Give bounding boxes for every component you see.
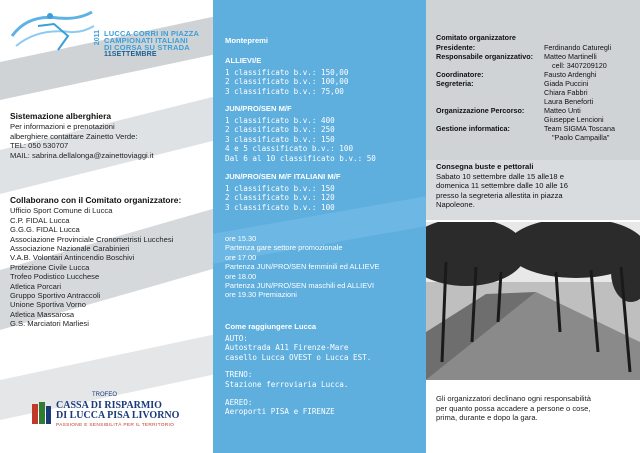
directions-heading: Come raggiungere Lucca bbox=[225, 322, 317, 331]
prize-line: 1 classificato b.v.: 150 bbox=[225, 183, 335, 193]
role-value: Ferdinando Caturegli bbox=[544, 43, 612, 52]
info-line: Sabato 10 settembre dalle 15 alle18 e bbox=[436, 171, 564, 181]
role-label: Presidente: bbox=[436, 43, 476, 52]
accommodation-section bbox=[10, 112, 154, 160]
schedule-line: Partenza JUN/PRO/SEN maschili ed ALLIEVI bbox=[225, 281, 375, 291]
info-line: alberghiere contattare Zainetto Verde: bbox=[10, 131, 138, 141]
disclaimer bbox=[436, 394, 632, 423]
logo-title-line: DI CORSA SU STRADA bbox=[104, 43, 190, 52]
prize-line: 4 e 5 classificato b.v.: 100 bbox=[225, 144, 354, 154]
prizes-jun bbox=[225, 104, 376, 164]
role-value: Matteo Unti bbox=[544, 106, 581, 115]
bank-name-line: CASSA DI RISPARMIO bbox=[56, 400, 162, 411]
role-label: Organizzazione Percorso: bbox=[436, 106, 525, 115]
list-item: Atletica Massarosa bbox=[10, 309, 75, 319]
schedule-line: ore 18.00 bbox=[225, 271, 257, 281]
list-item: Associazione Provinciale Cronometristi Lucchesi bbox=[10, 234, 174, 244]
transport-label: TRENO: bbox=[225, 370, 253, 380]
disclaimer-line: Gli organizzatori declinano ogni responsabilità bbox=[436, 394, 591, 403]
bank-motto: PASSIONE E SENSIBILITÀ PER IL TERRITORIO bbox=[56, 423, 175, 428]
list-item: Ufficio Sport Comune di Lucca bbox=[10, 206, 113, 216]
list-item: C.P. FIDAL Lucca bbox=[10, 215, 70, 225]
disclaimer-line: per quanto possa accadere a persone o cose, bbox=[436, 403, 591, 413]
list-item: Associazione Nazionale Carabinieri bbox=[10, 244, 130, 254]
list-item: G.S. Marciatori Marliesi bbox=[10, 319, 89, 329]
schedule-line: Partenza gare settore promozionale bbox=[225, 243, 343, 253]
role-value: "Paolo Campailla" bbox=[552, 133, 610, 142]
list-item: V.A.B. Volontari Antincendio Boschivi bbox=[10, 253, 135, 263]
list-item: Protezione Civile Lucca bbox=[10, 262, 90, 272]
collaborators-section bbox=[10, 196, 181, 329]
directions-line: Aeroporti PISA e FIRENZE bbox=[225, 407, 335, 417]
phone-line: TEL: 050 530707 bbox=[10, 141, 69, 151]
section-heading: Sistemazione alberghiera bbox=[10, 111, 112, 121]
list-item: G.G.G. FIDAL Lucca bbox=[10, 225, 80, 235]
role-label: Coordinatore: bbox=[436, 70, 484, 79]
tree-avenue-photo bbox=[426, 222, 640, 380]
role-value: Giuseppe Lencioni bbox=[544, 115, 604, 124]
event-logo bbox=[8, 6, 208, 64]
logo-year: 2011 bbox=[94, 30, 101, 46]
right-panel bbox=[426, 0, 640, 453]
prize-line: 3 classificato b.v.: 100 bbox=[225, 202, 335, 212]
logo-date: 11SETTEMBRE bbox=[104, 51, 157, 58]
role-value: cell: 3407209120 bbox=[552, 61, 607, 70]
role-value: Chiara Fabbri bbox=[544, 88, 588, 97]
list-item: Gruppo Sportivo Antraccoli bbox=[10, 291, 101, 301]
info-line: presso la segreteria allestita in piazza bbox=[436, 190, 563, 200]
delivery-section bbox=[436, 162, 568, 210]
prize-line: 3 classificato b.v.: 75,00 bbox=[225, 86, 344, 96]
logo-title-line: CAMPIONATI ITALIANI bbox=[104, 36, 188, 45]
list-item: Atletica Porcari bbox=[10, 281, 62, 291]
committee-heading: Comitato organizzatore bbox=[436, 33, 516, 42]
prizes-allievi bbox=[225, 56, 348, 96]
role-label: Segreteria: bbox=[436, 79, 474, 88]
disclaimer-line: prima, durante e dopo la gara. bbox=[436, 413, 538, 423]
prizes-heading: Montepremi bbox=[225, 36, 269, 45]
section-heading: Consegna buste e pettorali bbox=[436, 162, 534, 171]
info-line: Per informazioni e prenotazioni bbox=[10, 122, 115, 132]
role-label: Responsabile organizzativo: bbox=[436, 52, 534, 61]
logo-title bbox=[104, 30, 199, 58]
directions-line: Stazione ferroviaria Lucca. bbox=[225, 379, 349, 389]
section-heading: Collaborano con il Comitato organizzatore: bbox=[10, 195, 182, 205]
schedule-block bbox=[225, 234, 379, 300]
category-title: JUN/PRO/SEN M/F bbox=[225, 104, 292, 113]
prize-line: 2 classificato b.v.: 120 bbox=[225, 193, 335, 203]
role-value: Fausto Ardenghi bbox=[544, 70, 597, 79]
schedule-line: ore 19.30 Premiazioni bbox=[225, 290, 297, 300]
prizes-heading-block bbox=[225, 36, 268, 48]
directions-block bbox=[225, 322, 371, 417]
schedule-line: ore 15.30 bbox=[225, 234, 257, 243]
prize-line: 2 classificato b.v.: 100,00 bbox=[225, 77, 349, 87]
role-value: Giada Puccini bbox=[544, 79, 589, 88]
prize-line: 3 classificato b.v.: 150 bbox=[225, 134, 335, 144]
left-panel bbox=[0, 0, 213, 453]
bank-emblem-icon bbox=[30, 400, 52, 426]
category-title: JUN/PRO/SEN M/F ITALIANI M/F bbox=[225, 172, 341, 181]
info-line: domenica 11 settembre dalle 10 alle 16 bbox=[436, 181, 568, 191]
email-line: MAIL: sabrina.dellalonga@zainettoviaggi.it bbox=[10, 150, 154, 160]
list-item: Unione Sportiva Vorno bbox=[10, 300, 86, 310]
info-line: Napoleone. bbox=[436, 200, 475, 210]
transport-label: AEREO: bbox=[225, 397, 253, 407]
bank-name-line: DI LUCCA PISA LIVORNO bbox=[56, 410, 180, 421]
category-title: ALLIEVI/E bbox=[225, 56, 262, 65]
transport-label: AUTO: bbox=[225, 333, 248, 343]
schedule-line: ore 17.00 bbox=[225, 252, 257, 262]
directions-line: Autostrada A11 Firenze-Mare bbox=[225, 343, 349, 353]
prize-line: 1 classificato b.v.: 150,00 bbox=[225, 67, 349, 77]
role-value: Laura Beneforti bbox=[544, 97, 594, 106]
middle-panel bbox=[213, 0, 426, 453]
role-value: Matteo Martinelli bbox=[544, 52, 597, 61]
directions-line: casello Lucca OVEST o Lucca EST. bbox=[225, 352, 372, 362]
prize-line: 1 classificato b.v.: 400 bbox=[225, 115, 335, 125]
list-item: Trofeo Podistico Lucchese bbox=[10, 272, 100, 282]
logo-title-line: LUCCA CORRI IN PIAZZA bbox=[104, 29, 200, 38]
trofeo-label: TROFEO bbox=[92, 392, 117, 398]
runner-swoosh-icon bbox=[8, 6, 98, 64]
prize-line: Dal 6 al 10 classificato b.v.: 50 bbox=[225, 153, 376, 163]
prize-line: 2 classificato b.v.: 250 bbox=[225, 125, 335, 135]
schedule-line: Partenza JUN/PRO/SEN femminili ed ALLIEVE bbox=[225, 262, 380, 272]
role-value: Team SIGMA Toscana bbox=[544, 124, 615, 133]
prizes-jun-italiani bbox=[225, 172, 340, 212]
role-label: Gestione informatica: bbox=[436, 124, 510, 133]
